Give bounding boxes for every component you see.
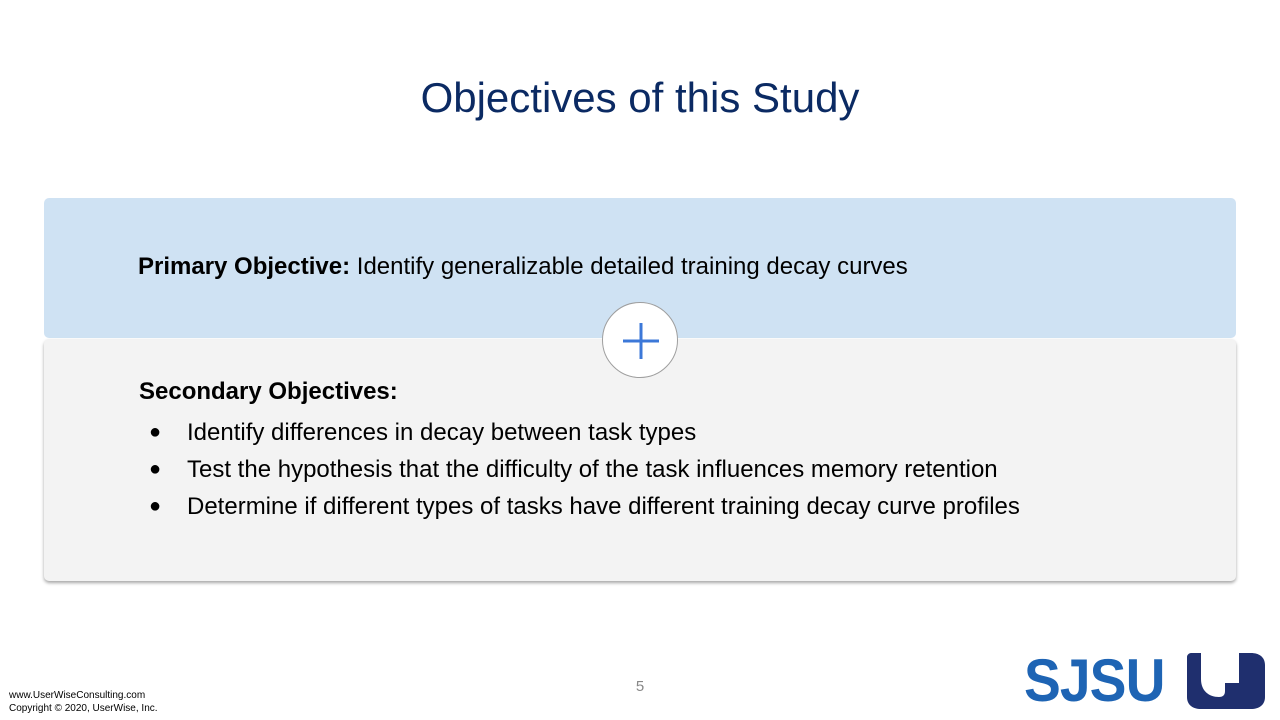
primary-objective-label: Primary Objective: [138, 253, 351, 280]
plus-connector [602, 302, 678, 378]
list-item [144, 414, 1020, 451]
list-item [144, 488, 1020, 525]
list-item-text: Determine if different types of tasks have different training decay curve profiles [187, 493, 1020, 520]
footer-info [9, 689, 158, 715]
plus-icon [621, 321, 661, 361]
page-number: 5 [635, 678, 645, 695]
list-item [144, 451, 1020, 488]
footer-copyright: Copyright © 2020, UserWise, Inc. [9, 703, 158, 714]
bullet-icon: ● [149, 421, 162, 443]
primary-objective-text [138, 253, 908, 281]
slide-title: Objectives of this Study [420, 74, 860, 121]
secondary-objectives-heading: Secondary Objectives: [139, 378, 398, 405]
primary-objective-description: Identify generalizable detailed training decay curves [350, 253, 908, 280]
bullet-icon: ● [149, 495, 162, 517]
footer-website: www.UserWiseConsulting.com [9, 690, 146, 701]
secondary-objectives-list [144, 414, 1020, 525]
bullet-icon: ● [149, 458, 162, 480]
userwise-logo-icon [1187, 653, 1265, 709]
sjsu-logo: SJSU [1024, 647, 1165, 714]
list-item-text: Identify differences in decay between task types [187, 419, 697, 446]
list-item-text: Test the hypothesis that the difficulty of the task influences memory retention [187, 456, 998, 483]
